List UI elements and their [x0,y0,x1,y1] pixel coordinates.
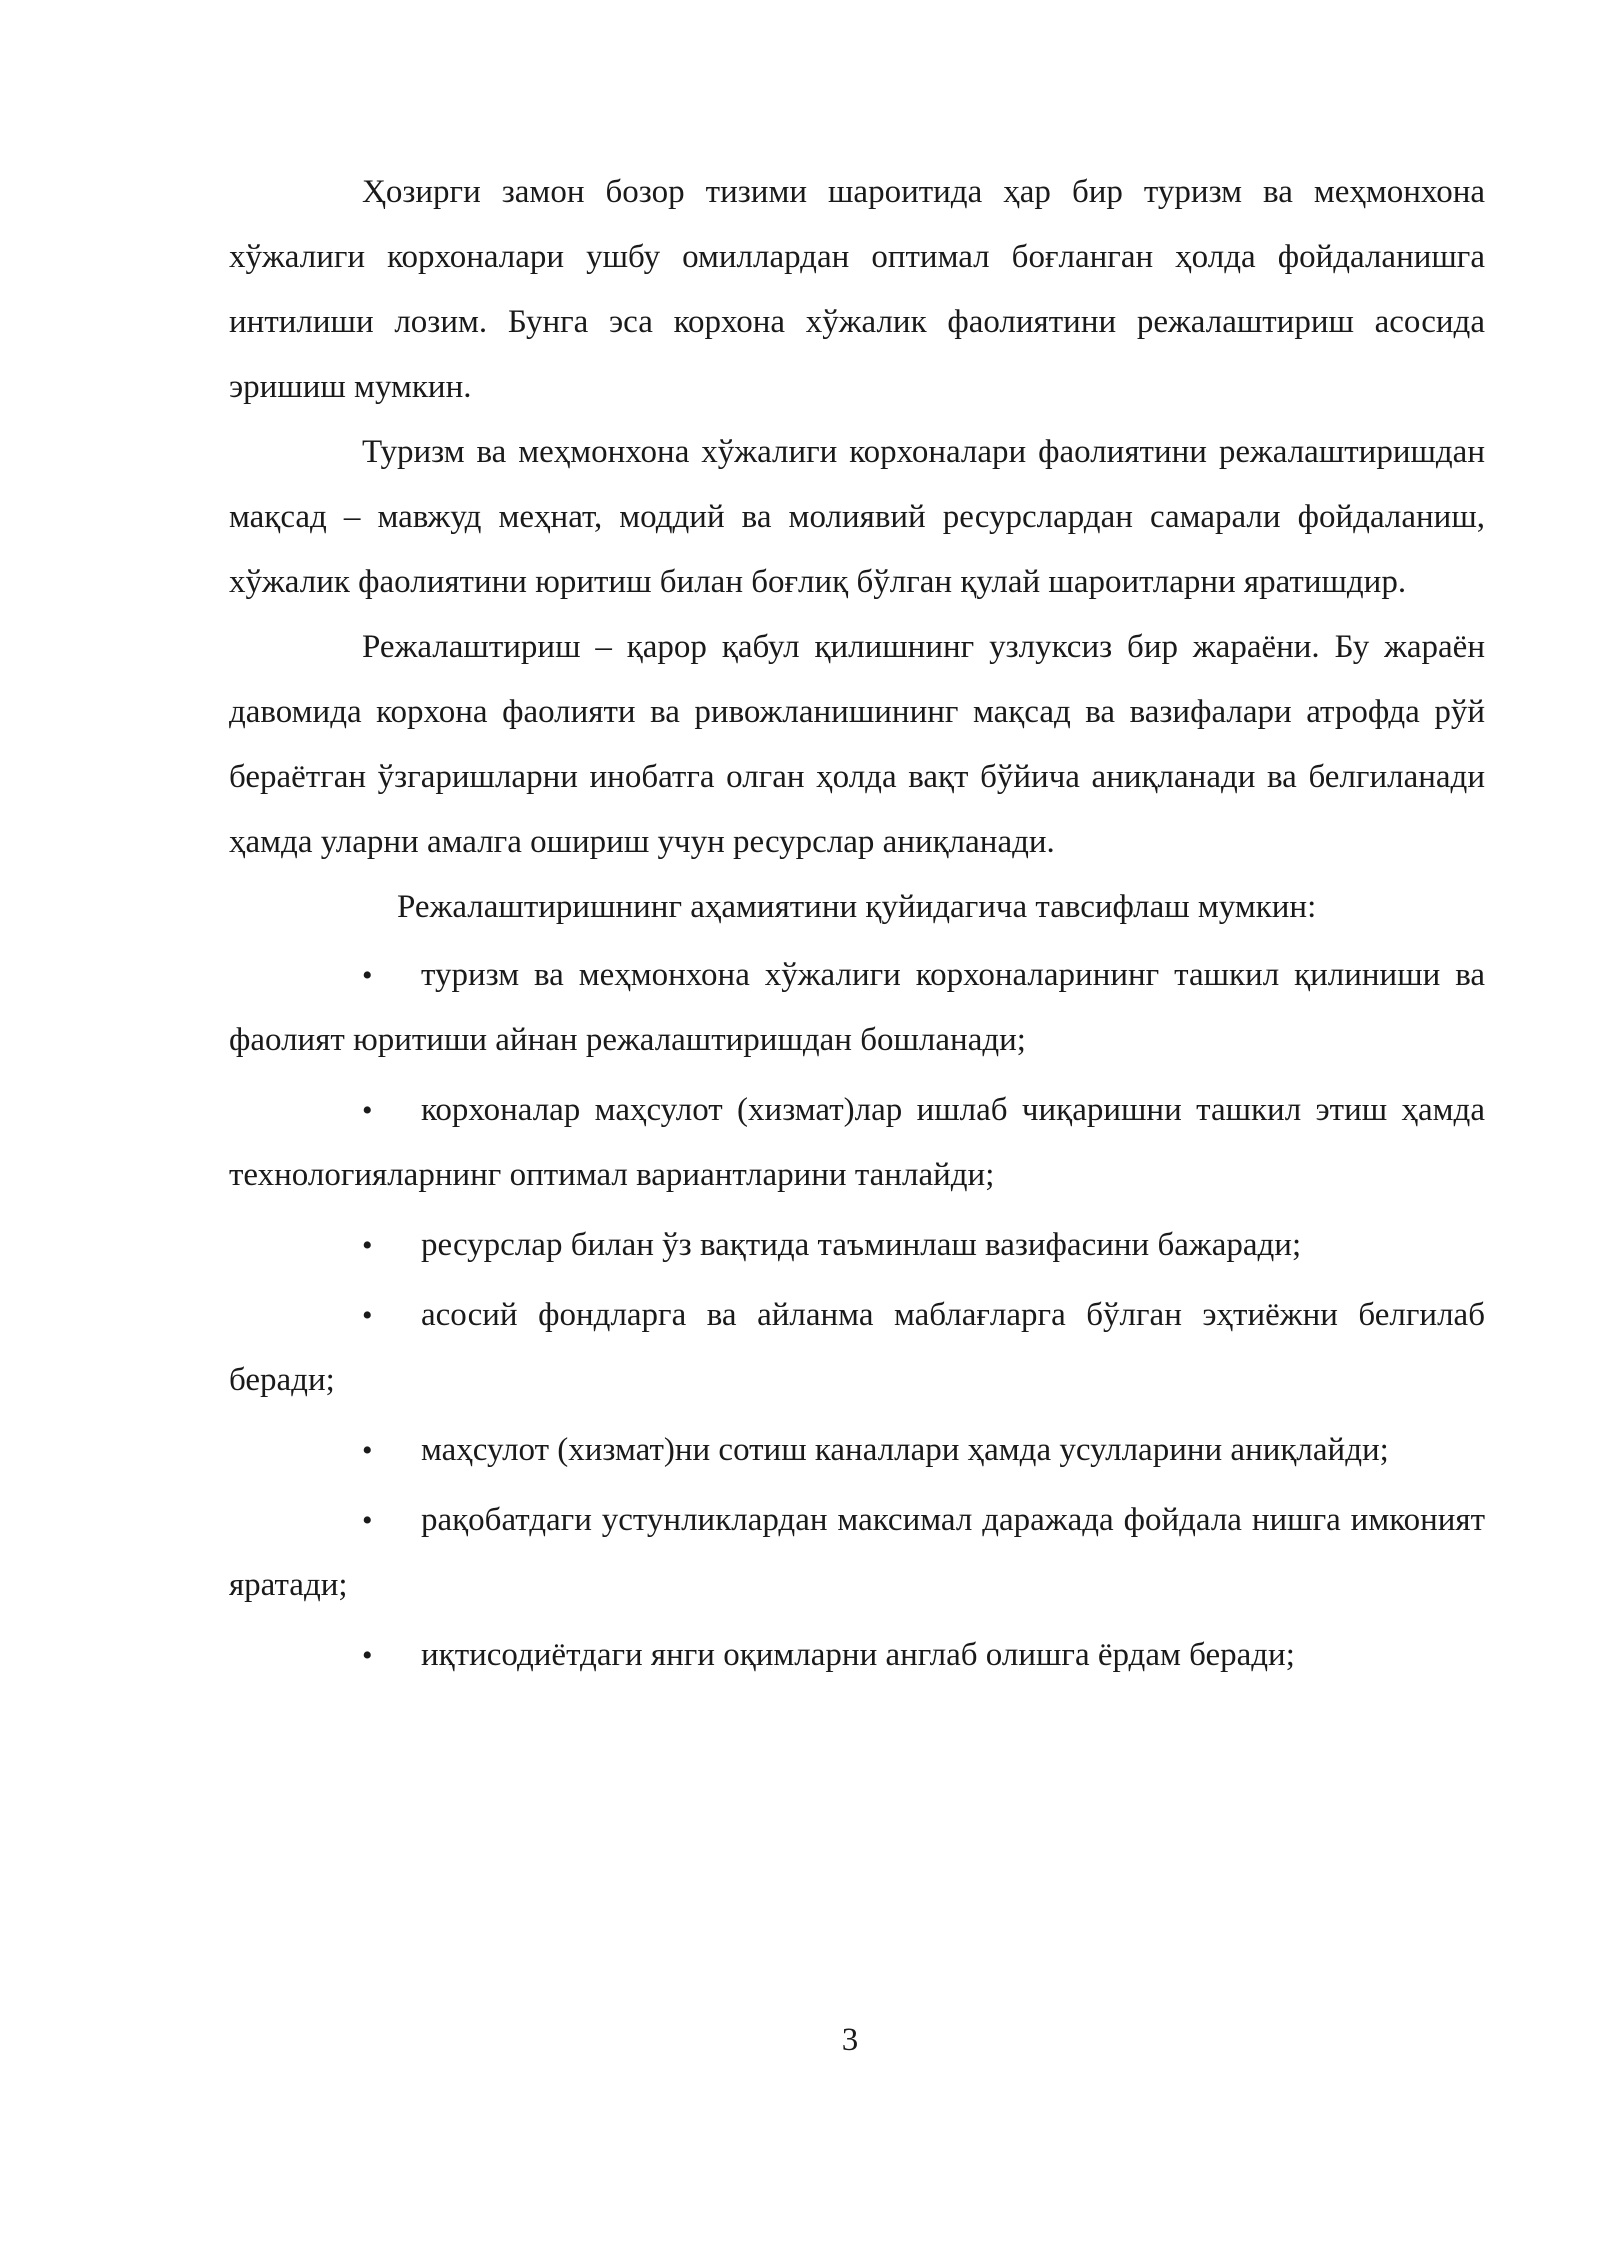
document-page [229,160,1485,1693]
paragraph-3: Режалаштириш – қарор қабул қилишнинг узлуксиз бир жараёни. Бу жараён давомида корхона фаолияти ва ривожланишининг мақсад ва вазифалари атрофда рўй бераётган ўзгаришларни инобатга олган ҳолда вақт бўйича аниқланади ва белгиланади ҳамда уларни амалга ошириш учун ресурслар аниқланади. [229,629,1485,860]
list-item [229,1488,1485,1618]
list-item-text: асосий фондларга ва айланма маблағларга бўлган эҳтиёжни белгилаб беради; [229,1297,1485,1398]
bullet-icon: • [362,959,373,992]
list-item-text: туризм ва меҳмонхона хўжалиги корхоналарининг ташкил қилиниши ва фаолият юритиши айнан режалаштиришдан бошланади; [229,957,1485,1058]
bullet-icon: • [362,1299,373,1332]
list-item [229,1283,1485,1413]
list-item [229,943,1485,1073]
list-item-text: рақобатдаги устунликлардан максимал даражада фойдала нишга имконият яратади; [229,1502,1485,1603]
bullet-icon: • [362,1639,373,1672]
list-item [229,1213,1485,1278]
list-item-text: маҳсулот (хизмат)ни сотиш каналлари ҳамда усулларини аниқлайди; [421,1432,1389,1468]
list-item-text: ресурслар билан ўз вақтида таъминлаш вазифасини бажаради; [421,1227,1302,1263]
list-item [229,1078,1485,1208]
bullet-icon: • [362,1504,373,1537]
page-number: 3 [841,2022,859,2058]
list-item [229,1418,1485,1483]
list-item [229,1623,1485,1688]
list-item-text: иқтисодиётдаги янги оқимларни англаб олишга ёрдам беради; [421,1637,1295,1673]
bullet-icon: • [362,1229,373,1262]
bullet-icon: • [362,1434,373,1467]
bullet-icon: • [362,1094,373,1127]
list-item-text: корхоналар маҳсулот (хизмат)лар ишлаб чиқаришни ташкил этиш ҳамда технологияларнинг оптимал вариантларини танлайди; [229,1092,1485,1193]
paragraph-1: Ҳозирги замон бозор тизими шароитида ҳар бир туризм ва меҳмонхона хўжалиги корхоналари ушбу омиллардан оптимал боғланган ҳолда фойдаланишга интилиши лозим. Бунга эса корхона хўжалик фаолиятини режалаштириш асосида эришиш мумкин. [229,174,1485,405]
paragraph-2: Туризм ва меҳмонхона хўжалиги корхоналари фаолиятини режалаштиришдан мақсад – мавжуд меҳнат, моддий ва молиявий ресурслардан самарали фойдаланиш, хўжалик фаолиятини юритиш билан боғлиқ бўлган қулай шароитларни яратишдир. [229,434,1485,600]
list-intro: Режалаштиришнинг аҳамиятини қуйидагича тавсифлаш мумкин: [397,889,1317,925]
